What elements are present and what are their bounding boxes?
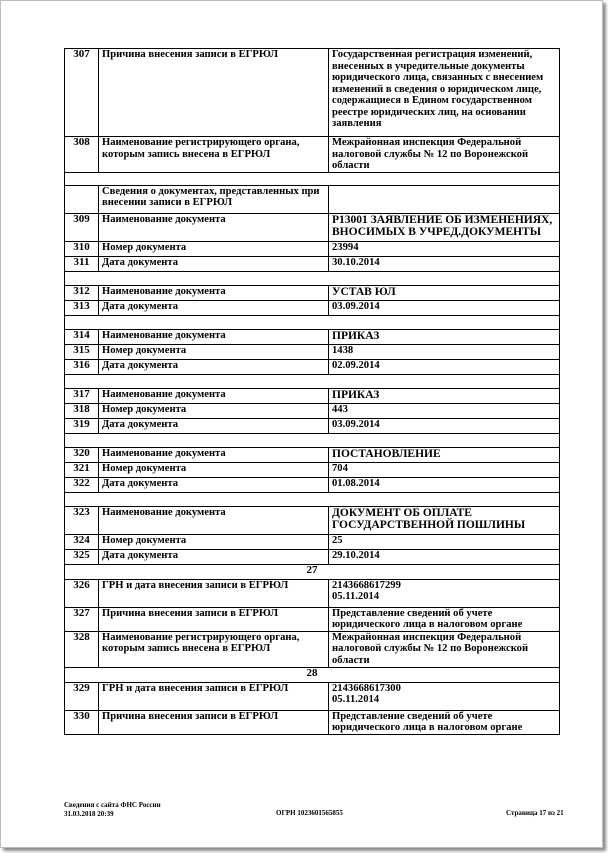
row-number: 319 xyxy=(65,418,99,433)
field-value: УСТАВ ЮЛ xyxy=(329,285,560,300)
row-number: 320 xyxy=(65,447,99,462)
table-row xyxy=(65,403,560,418)
table-row xyxy=(65,49,560,137)
table-row xyxy=(65,359,560,374)
field-label: Наименование регистрирующего органа, которым запись внесена в ЕГРЮЛ xyxy=(99,631,329,667)
field-label: Причина внесения записи в ЕГРЮЛ xyxy=(99,607,329,631)
field-label: Номер документа xyxy=(99,403,329,418)
table-row xyxy=(65,388,560,403)
row-number xyxy=(65,185,99,213)
field-label: Дата документа xyxy=(99,418,329,433)
field-label: Дата документа xyxy=(99,256,329,271)
field-label: Наименование документа xyxy=(99,447,329,462)
table-row xyxy=(65,300,560,315)
field-label: Дата документа xyxy=(99,300,329,315)
row-number: 317 xyxy=(65,388,99,403)
field-label: Наименование регистрирующего органа, которым запись внесена в ЕГРЮЛ xyxy=(99,137,329,173)
field-value: 01.08.2014 xyxy=(329,477,560,492)
field-value xyxy=(329,185,560,213)
field-label: Наименование документа xyxy=(99,388,329,403)
field-value: 29.10.2014 xyxy=(329,549,560,564)
field-value: 03.09.2014 xyxy=(329,300,560,315)
row-number: 321 xyxy=(65,462,99,477)
footer-source xyxy=(64,801,161,818)
field-value: ПРИКАЗ xyxy=(329,329,560,344)
table-row xyxy=(65,241,560,256)
row-number: 327 xyxy=(65,607,99,631)
row-number: 309 xyxy=(65,213,99,241)
row-number: 318 xyxy=(65,403,99,418)
record-section-header xyxy=(65,667,560,682)
field-label: Наименование документа xyxy=(99,329,329,344)
row-number: 307 xyxy=(65,49,99,137)
row-number: 322 xyxy=(65,477,99,492)
field-label: ГРН и дата внесения записи в ЕГРЮЛ xyxy=(99,682,329,710)
field-value: 2143668617300 05.11.2014 xyxy=(329,682,560,710)
table-row xyxy=(65,213,560,241)
table-row xyxy=(65,506,560,534)
field-value: 704 xyxy=(329,462,560,477)
table-row xyxy=(65,462,560,477)
footer-ogrn: ОГРН 1023601565855 xyxy=(276,809,343,817)
field-value: Межрайонная инспекция Федеральной налоговой службы № 12 по Воронежской области xyxy=(329,137,560,173)
field-value: Представление сведений об учете юридического лица в налоговом органе xyxy=(329,607,560,631)
field-label: Номер документа xyxy=(99,344,329,359)
field-value: ПОСТАНОВЛЕНИЕ xyxy=(329,447,560,462)
table-row xyxy=(65,607,560,631)
row-number: 328 xyxy=(65,631,99,667)
row-number: 324 xyxy=(65,534,99,549)
field-label: Дата документа xyxy=(99,477,329,492)
field-label: Дата документа xyxy=(99,359,329,374)
table-row xyxy=(65,137,560,173)
field-label: Номер документа xyxy=(99,241,329,256)
field-value: Межрайонная инспекция Федеральной налоговой службы № 12 по Воронежской области xyxy=(329,631,560,667)
row-number: 326 xyxy=(65,579,99,607)
table-row xyxy=(65,579,560,607)
field-value: 02.09.2014 xyxy=(329,359,560,374)
row-number: 316 xyxy=(65,359,99,374)
blank-separator-row xyxy=(65,315,560,329)
blank-separator-row xyxy=(65,374,560,388)
blank-separator-row xyxy=(65,271,560,285)
table-row xyxy=(65,185,560,213)
section-number: 27 xyxy=(65,564,560,579)
row-number: 313 xyxy=(65,300,99,315)
table-row xyxy=(65,534,560,549)
row-number: 323 xyxy=(65,506,99,534)
row-number: 308 xyxy=(65,137,99,173)
table-row xyxy=(65,418,560,433)
section-number: 28 xyxy=(65,667,560,682)
field-label: Номер документа xyxy=(99,534,329,549)
field-value: 30.10.2014 xyxy=(329,256,560,271)
blank-separator-row xyxy=(65,172,560,185)
field-value: 2143668617299 05.11.2014 xyxy=(329,579,560,607)
field-value: Представление сведений об учете юридического лица в налоговом органе xyxy=(329,710,560,734)
row-number: 315 xyxy=(65,344,99,359)
row-number: 330 xyxy=(65,710,99,734)
field-label: ГРН и дата внесения записи в ЕГРЮЛ xyxy=(99,579,329,607)
table-row xyxy=(65,682,560,710)
row-number: 329 xyxy=(65,682,99,710)
row-number: 314 xyxy=(65,329,99,344)
field-label: Причина внесения записи в ЕГРЮЛ xyxy=(99,49,329,137)
field-label: Сведения о документах, представленных при внесении записи в ЕГРЮЛ xyxy=(99,185,329,213)
table-row xyxy=(65,447,560,462)
table-row xyxy=(65,329,560,344)
egrul-records-table xyxy=(64,48,560,735)
footer-page-number: Страница 17 из 21 xyxy=(506,809,564,817)
field-label: Наименование документа xyxy=(99,285,329,300)
field-label: Наименование документа xyxy=(99,213,329,241)
field-label: Причина внесения записи в ЕГРЮЛ xyxy=(99,710,329,734)
field-value: ДОКУМЕНТ ОБ ОПЛАТЕ ГОСУДАРСТВЕННОЙ ПОШЛИНЫ xyxy=(329,506,560,534)
blank-separator-row xyxy=(65,433,560,447)
table-row xyxy=(65,549,560,564)
table-row xyxy=(65,256,560,271)
field-value: 1438 xyxy=(329,344,560,359)
row-number: 311 xyxy=(65,256,99,271)
footer-source-text: Сведения с сайта ФНС России xyxy=(64,801,161,809)
record-section-header xyxy=(65,564,560,579)
field-value: Государственная регистрация изменений, внесенных в учредительные документы юридического лица, связанных с внесением изменений в сведения о юридическом лице, содержащиеся в Едином государственном реестре юридических лиц, на основании заявления xyxy=(329,49,560,137)
row-number: 325 xyxy=(65,549,99,564)
table-row xyxy=(65,344,560,359)
table-row xyxy=(65,285,560,300)
field-value: 23994 xyxy=(329,241,560,256)
table-row xyxy=(65,477,560,492)
field-value: ПРИКАЗ xyxy=(329,388,560,403)
row-number: 310 xyxy=(65,241,99,256)
blank-separator-row xyxy=(65,492,560,506)
field-label: Дата документа xyxy=(99,549,329,564)
footer-datetime: 31.03.2018 20:39 xyxy=(64,809,114,818)
row-number: 312 xyxy=(65,285,99,300)
field-value: 25 xyxy=(329,534,560,549)
field-value: 03.09.2014 xyxy=(329,418,560,433)
table-row xyxy=(65,631,560,667)
table-row xyxy=(65,710,560,734)
field-value: Р13001 ЗАЯВЛЕНИЕ ОБ ИЗМЕНЕНИЯХ, ВНОСИМЫХ В УЧРЕД.ДОКУМЕНТЫ xyxy=(329,213,560,241)
field-label: Наименование документа xyxy=(99,506,329,534)
field-value: 443 xyxy=(329,403,560,418)
field-label: Номер документа xyxy=(99,462,329,477)
